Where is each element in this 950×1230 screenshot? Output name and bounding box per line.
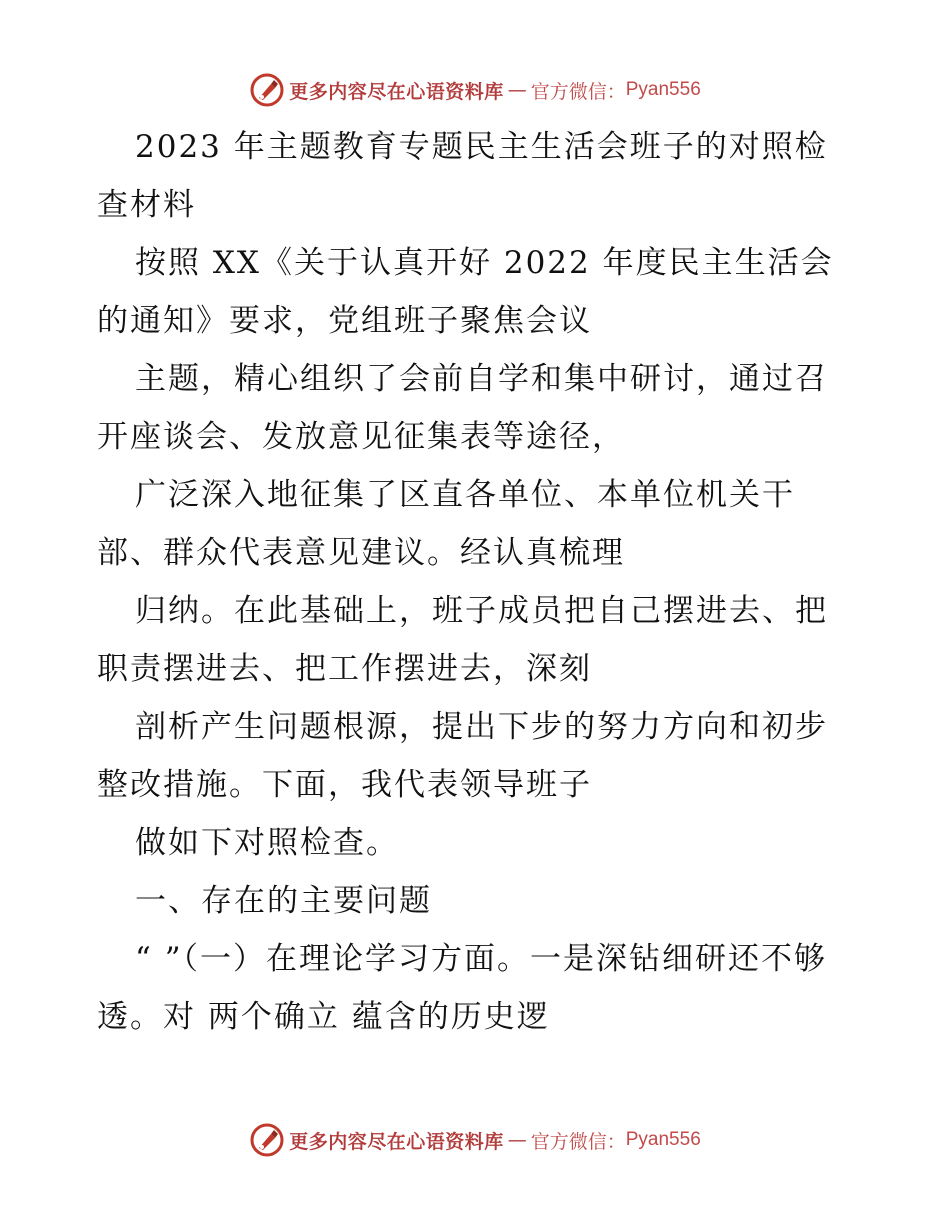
watermark-site-text: 更多内容尽在心语资料库 (289, 80, 504, 103)
paragraph: 做如下对照检查。 (135, 825, 399, 861)
paragraph: 按照 XX《关于认真开好 2022 年度民主生活会的通知》要求，党组班子聚焦会议 (97, 245, 834, 339)
paragraph: “ ”（一）在理论学习方面。一是深钻细研还不够透。对 两个确立 蕴含的历史逻 (97, 941, 828, 1035)
watermark-dash: — (507, 79, 527, 101)
watermark-wechat-label: 官方微信： (530, 80, 626, 103)
watermark-site-text: 更多内容尽在心语资料库 (289, 1130, 504, 1153)
watermark-wechat-id: Pyan556 (625, 1129, 701, 1150)
watermark-wechat-id: Pyan556 (625, 79, 701, 100)
footer-watermark (0, 1120, 950, 1160)
header-watermark (0, 70, 950, 110)
document-title: 2023 年主题教育专题民主生活会班子的对照检查材料 (97, 129, 828, 223)
paragraph: 归纳。在此基础上，班子成员把自己摆进去、把职责摆进去、把工作摆进去，深刻 (97, 593, 828, 687)
pen-logo-icon (249, 1122, 285, 1158)
document-body (97, 118, 857, 1046)
paragraph: 主题，精心组织了会前自学和集中研讨，通过召开座谈会、发放意见征集表等途径， (97, 361, 828, 455)
watermark-dash: — (507, 1129, 527, 1151)
paragraph: 广泛深入地征集了区直各单位、本单位机关干部、群众代表意见建议。经认真梳理 (97, 477, 795, 571)
section-heading: 一、存在的主要问题 (135, 883, 432, 919)
pen-logo-icon (249, 72, 285, 108)
watermark-wechat-label: 官方微信： (530, 1130, 626, 1153)
paragraph: 剖析产生问题根源，提出下步的努力方向和初步整改措施。下面，我代表领导班子 (97, 709, 828, 803)
